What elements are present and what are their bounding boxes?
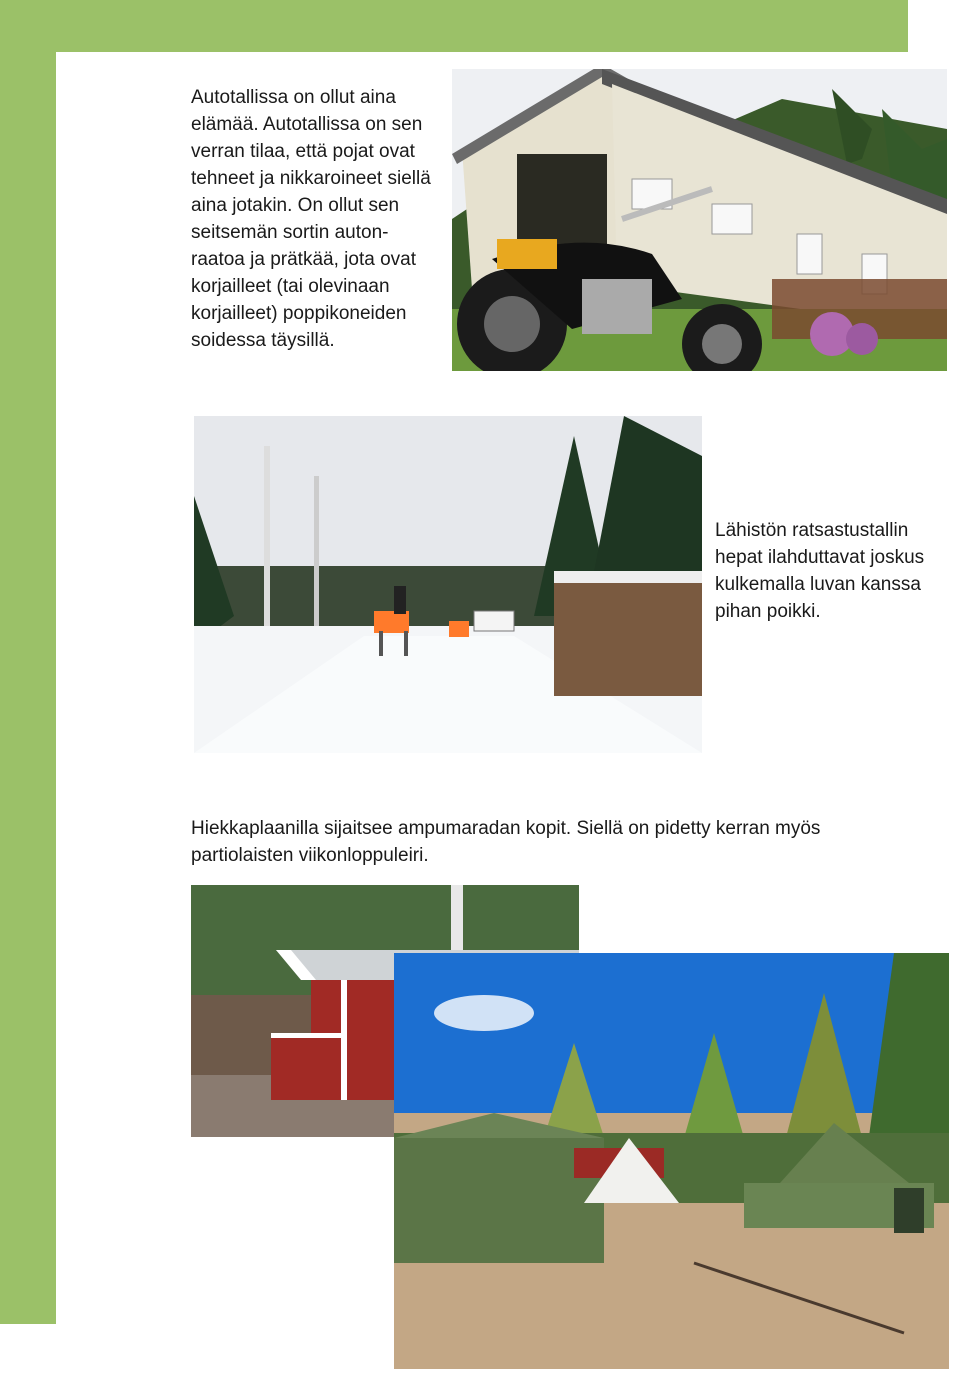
decorative-left-bar	[0, 0, 56, 1324]
decorative-top-bar	[0, 0, 908, 52]
garage-paragraph: Autotallissa on ollut aina elämää. Autotallissa on sen verran tilaa, että pojat ovat tehneet ja nikkaroineet siellä aina jotakin. On ollut sen seitsemän sortin auton- raatoa ja prätkää, jota ovat korjailleet (tai olevinaan korjailleet) poppikoneiden soidessa täysillä.	[191, 87, 431, 351]
shooting-range-paragraph: Hiekkaplaanilla sijaitsee ampumaradan kopit. Siellä on pidetty kerran myös partiolaisten viikonloppuleiri.	[191, 818, 821, 866]
riding-stable-paragraph: Lähistön ratsastustallin hepat ilahduttavat joskus kulkemalla luvan kanssa pihan poikki.	[715, 520, 925, 622]
garage-motorcycle-photo	[452, 69, 947, 371]
snowy-road-riders-photo	[194, 416, 702, 753]
scout-camp-tents-photo	[394, 953, 949, 1369]
